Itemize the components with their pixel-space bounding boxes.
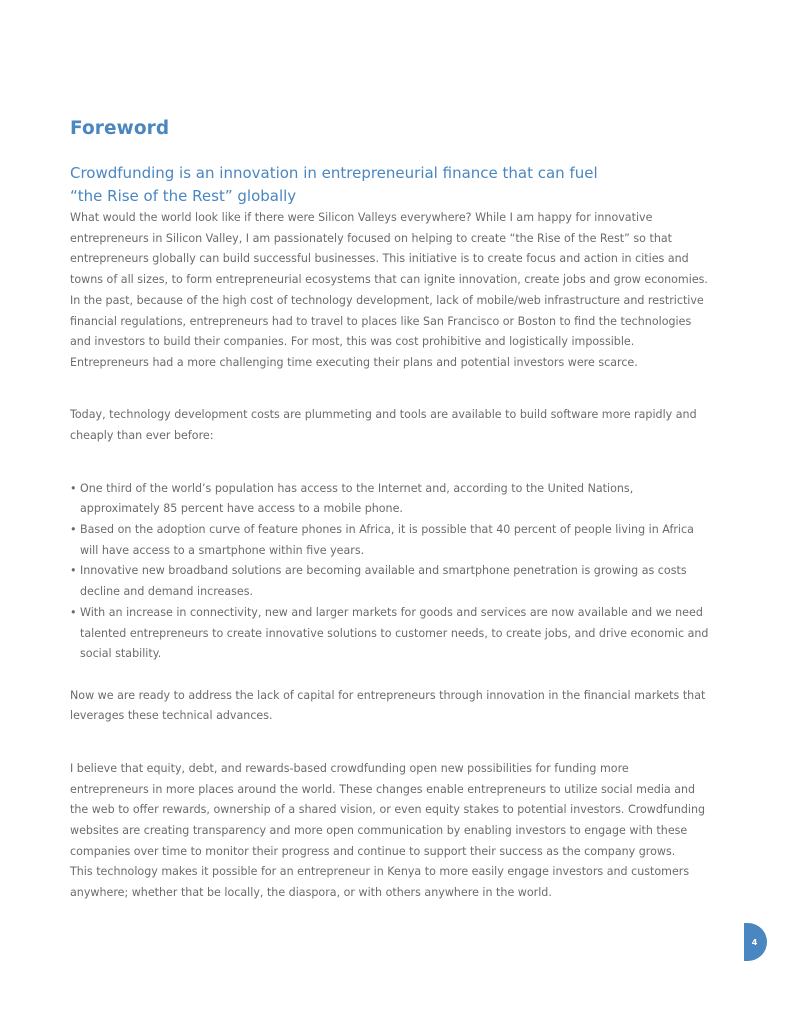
bullet-icon: • (70, 481, 77, 495)
text-line: financial regulations, entrepreneurs had to travel to places like San Francisco or Boston to find the technologies (70, 314, 692, 328)
text-line: Today, technology development costs are plummeting and tools are available to build software more rapidly and (70, 408, 697, 422)
foreword-section (70, 116, 722, 915)
bullet-icon: • (70, 564, 77, 578)
paragraph-intro (70, 208, 722, 374)
list-item (70, 520, 722, 561)
text-line: talented entrepreneurs to create innovative solutions to customer needs, to create jobs, and drive economic and (80, 626, 709, 640)
list-item (70, 603, 722, 665)
text-line: social stability. (80, 647, 162, 661)
page-title: Foreword (70, 118, 170, 139)
page-number: 4 (751, 937, 758, 947)
text-line: the web to offer rewards, ownership of a shared vision, or even equity stakes to potential investors. Crowdfunding (70, 803, 706, 817)
subtitle-line: “the Rise of the Rest” globally (70, 187, 297, 205)
text-line: entrepreneurs globally can build successful businesses. This initiative is to create focus and action in cities and (70, 252, 689, 266)
text-line: websites are creating transparency and more open communication by enabling investors to engage with these (70, 823, 688, 837)
page-number-tab (744, 923, 767, 961)
text-line: decline and demand increases. (80, 585, 254, 599)
text-line: With an increase in connectivity, new and larger markets for goods and services are now available and we need (80, 605, 703, 619)
bullet-list (70, 479, 722, 665)
list-item (70, 561, 722, 602)
text-line: companies over time to monitor their progress and continue to support their success as the company grows. (70, 844, 676, 858)
text-line: This technology makes it possible for an entrepreneur in Kenya to more easily engage investors and customers (70, 865, 690, 879)
text-line: entrepreneurs in Silicon Valley, I am passionately focused on helping to create “the Rise of the Rest” so that (70, 231, 672, 245)
text-line: Entrepreneurs had a more challenging time executing their plans and potential investors were scarce. (70, 355, 638, 369)
body-text (70, 208, 722, 904)
text-line: I believe that equity, debt, and rewards-based crowdfunding open new possibilities for funding more (70, 761, 629, 775)
text-line: approximately 85 percent have access to a mobile phone. (80, 502, 403, 516)
text-line: In the past, because of the high cost of technology development, lack of mobile/web infrastructure and restrictive (70, 293, 704, 307)
text-line: What would the world look like if there were Silicon Valleys everywhere? While I am happy for innovative (70, 211, 653, 224)
text-line: towns of all sizes, to form entrepreneurial ecosystems that can ignite innovation, create jobs and grow economies. (70, 273, 708, 287)
text-line: entrepreneurs in more places around the world. These changes enable entrepreneurs to utilize social media and (70, 782, 696, 796)
text-line: One third of the world’s population has access to the Internet and, according to the United Nations, (80, 481, 634, 495)
text-line: Now we are ready to address the lack of capital for entrepreneurs through innovation in the financial markets that (70, 688, 706, 702)
paragraph-crowdfunding (70, 759, 722, 904)
text-line: anywhere; whether that be locally, the diaspora, or with others anywhere in the world. (70, 886, 552, 900)
subtitle-line: Crowdfunding is an innovation in entrepreneurial finance that can fuel (70, 164, 598, 182)
text-line: will have access to a smartphone within five years. (80, 543, 365, 557)
list-item (70, 479, 722, 520)
bullet-icon: • (70, 605, 77, 619)
paragraph-capital (70, 686, 722, 727)
text-line: Innovative new broadband solutions are becoming available and smartphone penetration is growing as costs (80, 564, 687, 578)
text-line: cheaply than ever before: (70, 429, 214, 443)
text-line: Based on the adoption curve of feature phones in Africa, it is possible that 40 percent of people living in Africa (80, 523, 694, 536)
bullet-icon: • (70, 523, 77, 536)
text-line: leverages these technical advances. (70, 709, 273, 723)
section-subtitle (70, 162, 722, 208)
paragraph-technology (70, 405, 722, 446)
text-line: and investors to build their companies. For most, this was cost prohibitive and logistically impossible. (70, 335, 635, 349)
